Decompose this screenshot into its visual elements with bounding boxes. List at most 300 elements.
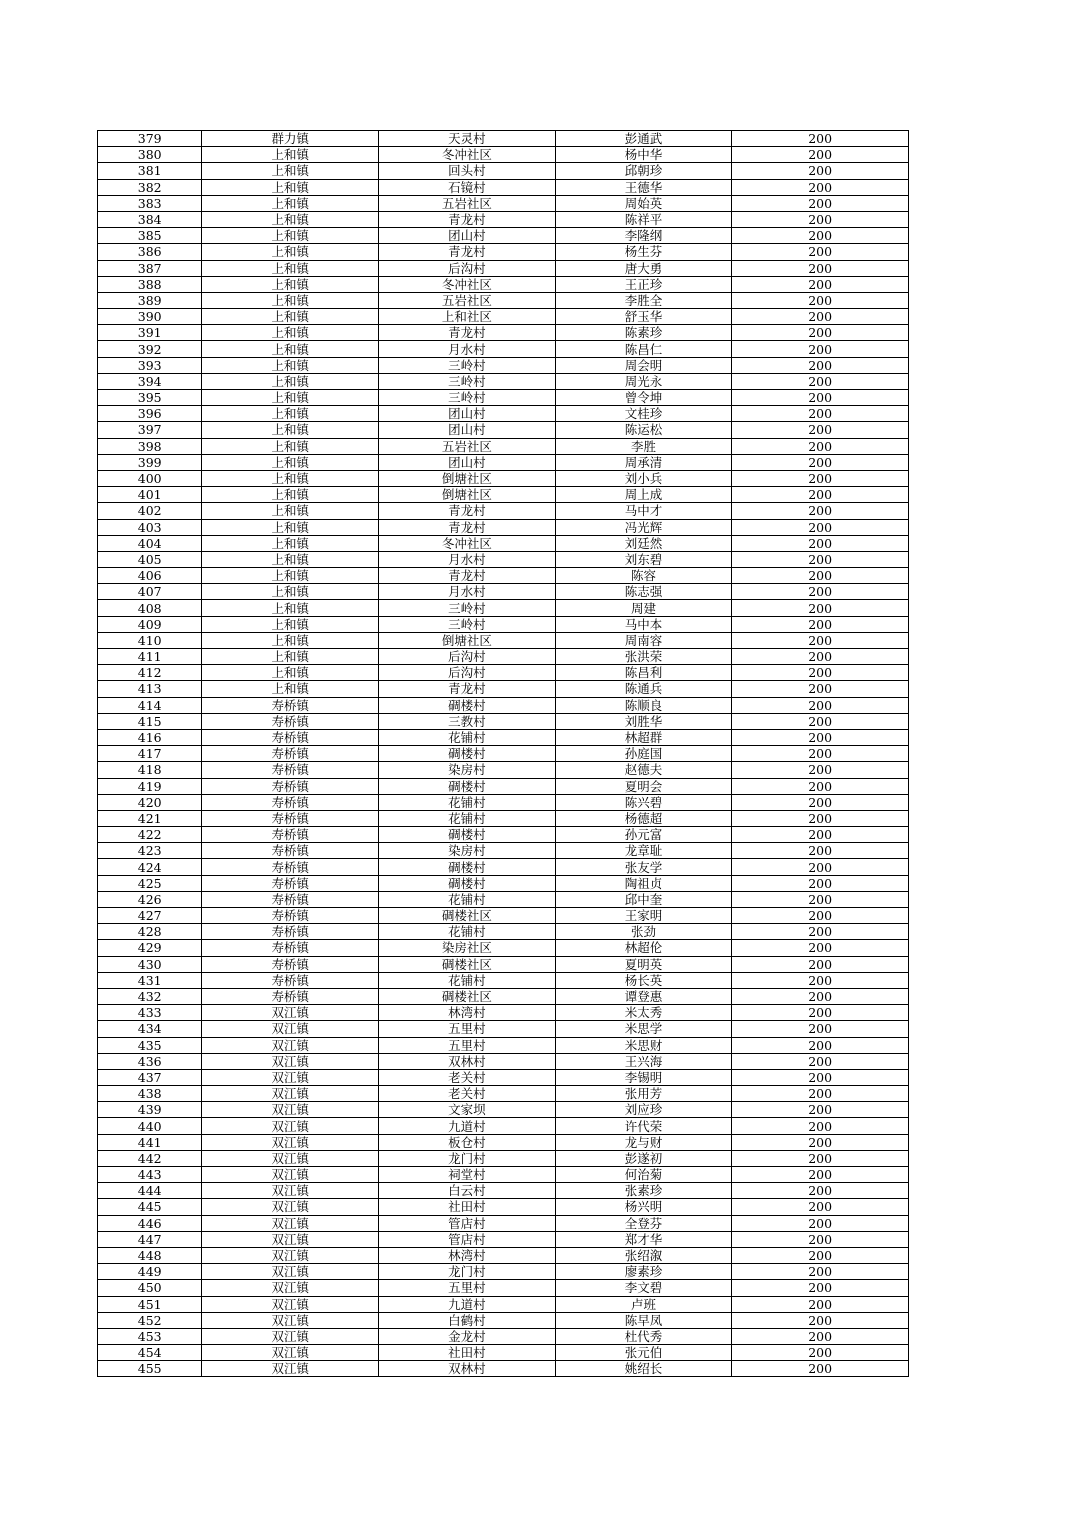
town-cell: 寿桥镇 (202, 875, 379, 891)
amount-cell: 200 (732, 649, 909, 665)
town-cell: 寿桥镇 (202, 956, 379, 972)
person-name-cell: 许代荣 (555, 1118, 732, 1134)
village-cell: 青龙村 (379, 503, 556, 519)
amount-cell: 200 (732, 325, 909, 341)
town-cell: 上和镇 (202, 551, 379, 567)
serial-number-cell: 424 (98, 859, 202, 875)
village-cell: 倒塘社区 (379, 487, 556, 503)
amount-cell: 200 (732, 827, 909, 843)
serial-number-cell: 426 (98, 891, 202, 907)
town-cell: 寿桥镇 (202, 972, 379, 988)
amount-cell: 200 (732, 891, 909, 907)
village-cell: 五岩社区 (379, 292, 556, 308)
town-cell: 上和镇 (202, 681, 379, 697)
town-cell: 寿桥镇 (202, 794, 379, 810)
serial-number-cell: 399 (98, 454, 202, 470)
town-cell: 上和镇 (202, 147, 379, 163)
person-name-cell: 郑才华 (555, 1231, 732, 1247)
person-name-cell: 刘小兵 (555, 470, 732, 486)
village-cell: 上和社区 (379, 309, 556, 325)
person-name-cell: 马中本 (555, 616, 732, 632)
serial-number-cell: 417 (98, 746, 202, 762)
person-name-cell: 夏明会 (555, 778, 732, 794)
amount-cell: 200 (732, 292, 909, 308)
person-name-cell: 周会明 (555, 357, 732, 373)
village-cell: 染房村 (379, 762, 556, 778)
person-name-cell: 陈兴碧 (555, 794, 732, 810)
amount-cell: 200 (732, 535, 909, 551)
serial-number-cell: 413 (98, 681, 202, 697)
amount-cell: 200 (732, 244, 909, 260)
person-name-cell: 彭通武 (555, 131, 732, 147)
serial-number-cell: 389 (98, 292, 202, 308)
serial-number-cell: 455 (98, 1361, 202, 1377)
town-cell: 上和镇 (202, 292, 379, 308)
table-row (98, 1280, 909, 1296)
town-cell: 上和镇 (202, 276, 379, 292)
table-row (98, 1247, 909, 1263)
serial-number-cell: 402 (98, 503, 202, 519)
serial-number-cell: 425 (98, 875, 202, 891)
village-cell: 月水村 (379, 584, 556, 600)
amount-cell: 200 (732, 1005, 909, 1021)
serial-number-cell: 397 (98, 422, 202, 438)
serial-number-cell: 435 (98, 1037, 202, 1053)
amount-cell: 200 (732, 843, 909, 859)
village-cell: 天灵村 (379, 131, 556, 147)
amount-cell: 200 (732, 1199, 909, 1215)
town-cell: 上和镇 (202, 373, 379, 389)
village-cell: 碉楼村 (379, 875, 556, 891)
amount-cell: 200 (732, 131, 909, 147)
serial-number-cell: 442 (98, 1150, 202, 1166)
table-row (98, 1134, 909, 1150)
serial-number-cell: 407 (98, 584, 202, 600)
village-cell: 月水村 (379, 551, 556, 567)
serial-number-cell: 381 (98, 163, 202, 179)
serial-number-cell: 447 (98, 1231, 202, 1247)
serial-number-cell: 395 (98, 390, 202, 406)
town-cell: 上和镇 (202, 632, 379, 648)
table-row (98, 470, 909, 486)
table-row (98, 1069, 909, 1085)
table-row (98, 859, 909, 875)
town-cell: 上和镇 (202, 422, 379, 438)
town-cell: 双江镇 (202, 1134, 379, 1150)
serial-number-cell: 380 (98, 147, 202, 163)
town-cell: 上和镇 (202, 390, 379, 406)
town-cell: 上和镇 (202, 616, 379, 632)
town-cell: 双江镇 (202, 1312, 379, 1328)
amount-cell: 200 (732, 309, 909, 325)
village-cell: 林湾村 (379, 1247, 556, 1263)
village-cell: 后沟村 (379, 260, 556, 276)
town-cell: 双江镇 (202, 1215, 379, 1231)
village-cell: 白鹤村 (379, 1312, 556, 1328)
town-cell: 双江镇 (202, 1345, 379, 1361)
person-name-cell: 李隆纲 (555, 228, 732, 244)
person-name-cell: 李胜全 (555, 292, 732, 308)
village-cell: 冬冲社区 (379, 276, 556, 292)
amount-cell: 200 (732, 1150, 909, 1166)
town-cell: 上和镇 (202, 211, 379, 227)
amount-cell: 200 (732, 422, 909, 438)
person-name-cell: 曾令坤 (555, 390, 732, 406)
amount-cell: 200 (732, 632, 909, 648)
town-cell: 双江镇 (202, 1183, 379, 1199)
table-row (98, 729, 909, 745)
village-cell: 染房社区 (379, 940, 556, 956)
village-cell: 三岭村 (379, 390, 556, 406)
person-name-cell: 周始英 (555, 195, 732, 211)
person-name-cell: 米太秀 (555, 1005, 732, 1021)
table-row (98, 778, 909, 794)
town-cell: 寿桥镇 (202, 924, 379, 940)
village-cell: 石镜村 (379, 179, 556, 195)
person-name-cell: 全登芬 (555, 1215, 732, 1231)
amount-cell: 200 (732, 470, 909, 486)
person-name-cell: 陈早凤 (555, 1312, 732, 1328)
serial-number-cell: 439 (98, 1102, 202, 1118)
serial-number-cell: 396 (98, 406, 202, 422)
town-cell: 寿桥镇 (202, 746, 379, 762)
table-row (98, 1215, 909, 1231)
table-row (98, 422, 909, 438)
serial-number-cell: 433 (98, 1005, 202, 1021)
serial-number-cell: 429 (98, 940, 202, 956)
person-name-cell: 周上成 (555, 487, 732, 503)
serial-number-cell: 387 (98, 260, 202, 276)
village-cell: 五里村 (379, 1037, 556, 1053)
person-name-cell: 张劲 (555, 924, 732, 940)
serial-number-cell: 422 (98, 827, 202, 843)
village-cell: 三岭村 (379, 616, 556, 632)
person-name-cell: 张友学 (555, 859, 732, 875)
village-cell: 三岭村 (379, 600, 556, 616)
table-row (98, 551, 909, 567)
serial-number-cell: 398 (98, 438, 202, 454)
village-cell: 花铺村 (379, 891, 556, 907)
town-cell: 寿桥镇 (202, 697, 379, 713)
amount-cell: 200 (732, 584, 909, 600)
person-name-cell: 赵德夫 (555, 762, 732, 778)
amount-cell: 200 (732, 988, 909, 1004)
amount-cell: 200 (732, 1134, 909, 1150)
amount-cell: 200 (732, 438, 909, 454)
amount-cell: 200 (732, 746, 909, 762)
table-row (98, 1102, 909, 1118)
amount-cell: 200 (732, 1247, 909, 1263)
village-cell: 双林村 (379, 1361, 556, 1377)
table-row (98, 972, 909, 988)
table-body (98, 131, 909, 1377)
amount-cell: 200 (732, 908, 909, 924)
serial-number-cell: 428 (98, 924, 202, 940)
amount-cell: 200 (732, 163, 909, 179)
amount-cell: 200 (732, 228, 909, 244)
amount-cell: 200 (732, 1328, 909, 1344)
village-cell: 花铺村 (379, 794, 556, 810)
amount-cell: 200 (732, 762, 909, 778)
table-row (98, 163, 909, 179)
person-name-cell: 陶祖贞 (555, 875, 732, 891)
data-table (97, 130, 909, 1377)
amount-cell: 200 (732, 341, 909, 357)
amount-cell: 200 (732, 260, 909, 276)
serial-number-cell: 454 (98, 1345, 202, 1361)
person-name-cell: 张元伯 (555, 1345, 732, 1361)
village-cell: 三岭村 (379, 357, 556, 373)
person-name-cell: 陈祥平 (555, 211, 732, 227)
village-cell: 管店村 (379, 1231, 556, 1247)
village-cell: 祠堂村 (379, 1167, 556, 1183)
table-row (98, 810, 909, 826)
village-cell: 碉楼社区 (379, 908, 556, 924)
serial-number-cell: 386 (98, 244, 202, 260)
serial-number-cell: 394 (98, 373, 202, 389)
town-cell: 双江镇 (202, 1361, 379, 1377)
village-cell: 染房村 (379, 843, 556, 859)
table-row (98, 179, 909, 195)
town-cell: 双江镇 (202, 1150, 379, 1166)
table-row (98, 1021, 909, 1037)
amount-cell: 200 (732, 487, 909, 503)
table-row (98, 940, 909, 956)
town-cell: 上和镇 (202, 357, 379, 373)
amount-cell: 200 (732, 600, 909, 616)
town-cell: 上和镇 (202, 341, 379, 357)
person-name-cell: 彭遂初 (555, 1150, 732, 1166)
person-name-cell: 陈容 (555, 568, 732, 584)
table-row (98, 762, 909, 778)
serial-number-cell: 445 (98, 1199, 202, 1215)
table-row (98, 1005, 909, 1021)
serial-number-cell: 441 (98, 1134, 202, 1150)
amount-cell: 200 (732, 195, 909, 211)
serial-number-cell: 384 (98, 211, 202, 227)
village-cell: 五里村 (379, 1280, 556, 1296)
town-cell: 上和镇 (202, 228, 379, 244)
person-name-cell: 杜代秀 (555, 1328, 732, 1344)
table-row (98, 1183, 909, 1199)
serial-number-cell: 385 (98, 228, 202, 244)
amount-cell: 200 (732, 924, 909, 940)
person-name-cell: 孙元富 (555, 827, 732, 843)
serial-number-cell: 419 (98, 778, 202, 794)
serial-number-cell: 415 (98, 713, 202, 729)
village-cell: 倒塘社区 (379, 470, 556, 486)
person-name-cell: 李锡明 (555, 1069, 732, 1085)
amount-cell: 200 (732, 810, 909, 826)
town-cell: 上和镇 (202, 600, 379, 616)
table-row (98, 956, 909, 972)
table-row (98, 600, 909, 616)
village-cell: 双林村 (379, 1053, 556, 1069)
table-row (98, 988, 909, 1004)
table-row (98, 147, 909, 163)
serial-number-cell: 448 (98, 1247, 202, 1263)
amount-cell: 200 (732, 794, 909, 810)
person-name-cell: 周光永 (555, 373, 732, 389)
table-row (98, 195, 909, 211)
table-row (98, 746, 909, 762)
person-name-cell: 陈志强 (555, 584, 732, 600)
town-cell: 双江镇 (202, 1053, 379, 1069)
person-name-cell: 王正珍 (555, 276, 732, 292)
amount-cell: 200 (732, 1021, 909, 1037)
town-cell: 群力镇 (202, 131, 379, 147)
serial-number-cell: 452 (98, 1312, 202, 1328)
table-row (98, 665, 909, 681)
table-row (98, 1231, 909, 1247)
table-row (98, 357, 909, 373)
amount-cell: 200 (732, 1231, 909, 1247)
amount-cell: 200 (732, 665, 909, 681)
village-cell: 碉楼社区 (379, 988, 556, 1004)
serial-number-cell: 388 (98, 276, 202, 292)
table-row (98, 794, 909, 810)
person-name-cell: 王德华 (555, 179, 732, 195)
village-cell: 团山村 (379, 406, 556, 422)
village-cell: 文家坝 (379, 1102, 556, 1118)
serial-number-cell: 443 (98, 1167, 202, 1183)
town-cell: 上和镇 (202, 406, 379, 422)
table-row (98, 681, 909, 697)
village-cell: 九道村 (379, 1118, 556, 1134)
person-name-cell: 龙与财 (555, 1134, 732, 1150)
town-cell: 上和镇 (202, 438, 379, 454)
amount-cell: 200 (732, 859, 909, 875)
serial-number-cell: 410 (98, 632, 202, 648)
town-cell: 寿桥镇 (202, 713, 379, 729)
town-cell: 上和镇 (202, 665, 379, 681)
person-name-cell: 谭登惠 (555, 988, 732, 1004)
village-cell: 碉楼村 (379, 778, 556, 794)
person-name-cell: 邱中奎 (555, 891, 732, 907)
town-cell: 上和镇 (202, 309, 379, 325)
table-row (98, 1328, 909, 1344)
table-row (98, 292, 909, 308)
town-cell: 上和镇 (202, 487, 379, 503)
table-row (98, 632, 909, 648)
person-name-cell: 陈昌仁 (555, 341, 732, 357)
town-cell: 上和镇 (202, 260, 379, 276)
village-cell: 团山村 (379, 454, 556, 470)
serial-number-cell: 390 (98, 309, 202, 325)
village-cell: 青龙村 (379, 211, 556, 227)
town-cell: 双江镇 (202, 1037, 379, 1053)
person-name-cell: 马中才 (555, 503, 732, 519)
amount-cell: 200 (732, 503, 909, 519)
table-row (98, 325, 909, 341)
table-row (98, 568, 909, 584)
town-cell: 双江镇 (202, 1167, 379, 1183)
village-cell: 碉楼村 (379, 827, 556, 843)
town-cell: 双江镇 (202, 1280, 379, 1296)
person-name-cell: 张用芳 (555, 1086, 732, 1102)
table-row (98, 131, 909, 147)
table-row (98, 1167, 909, 1183)
amount-cell: 200 (732, 357, 909, 373)
town-cell: 寿桥镇 (202, 988, 379, 1004)
town-cell: 上和镇 (202, 244, 379, 260)
table-row (98, 616, 909, 632)
amount-cell: 200 (732, 211, 909, 227)
table-row (98, 438, 909, 454)
person-name-cell: 陈通兵 (555, 681, 732, 697)
village-cell: 青龙村 (379, 681, 556, 697)
serial-number-cell: 408 (98, 600, 202, 616)
serial-number-cell: 450 (98, 1280, 202, 1296)
town-cell: 寿桥镇 (202, 729, 379, 745)
amount-cell: 200 (732, 729, 909, 745)
town-cell: 上和镇 (202, 454, 379, 470)
serial-number-cell: 400 (98, 470, 202, 486)
village-cell: 花铺村 (379, 924, 556, 940)
amount-cell: 200 (732, 1183, 909, 1199)
table-row (98, 260, 909, 276)
serial-number-cell: 421 (98, 810, 202, 826)
person-name-cell: 陈顺良 (555, 697, 732, 713)
table-row (98, 244, 909, 260)
person-name-cell: 周南容 (555, 632, 732, 648)
town-cell: 上和镇 (202, 325, 379, 341)
village-cell: 后沟村 (379, 665, 556, 681)
village-cell: 老关村 (379, 1086, 556, 1102)
town-cell: 寿桥镇 (202, 908, 379, 924)
serial-number-cell: 409 (98, 616, 202, 632)
person-name-cell: 龙章耻 (555, 843, 732, 859)
serial-number-cell: 436 (98, 1053, 202, 1069)
person-name-cell: 米思财 (555, 1037, 732, 1053)
person-name-cell: 张洪荣 (555, 649, 732, 665)
amount-cell: 200 (732, 1280, 909, 1296)
town-cell: 上和镇 (202, 179, 379, 195)
serial-number-cell: 401 (98, 487, 202, 503)
amount-cell: 200 (732, 1037, 909, 1053)
amount-cell: 200 (732, 697, 909, 713)
serial-number-cell: 391 (98, 325, 202, 341)
village-cell: 社田村 (379, 1199, 556, 1215)
table-row (98, 1264, 909, 1280)
table-row (98, 827, 909, 843)
amount-cell: 200 (732, 1102, 909, 1118)
village-cell: 五岩社区 (379, 438, 556, 454)
amount-cell: 200 (732, 1167, 909, 1183)
village-cell: 龙门村 (379, 1150, 556, 1166)
village-cell: 花铺村 (379, 972, 556, 988)
serial-number-cell: 382 (98, 179, 202, 195)
table-row (98, 1053, 909, 1069)
serial-number-cell: 416 (98, 729, 202, 745)
village-cell: 倒塘社区 (379, 632, 556, 648)
serial-number-cell: 383 (98, 195, 202, 211)
table-row (98, 373, 909, 389)
amount-cell: 200 (732, 1312, 909, 1328)
table-row (98, 487, 909, 503)
serial-number-cell: 427 (98, 908, 202, 924)
table-row (98, 1086, 909, 1102)
amount-cell: 200 (732, 1086, 909, 1102)
serial-number-cell: 392 (98, 341, 202, 357)
town-cell: 上和镇 (202, 503, 379, 519)
village-cell: 社田村 (379, 1345, 556, 1361)
village-cell: 白云村 (379, 1183, 556, 1199)
town-cell: 寿桥镇 (202, 778, 379, 794)
amount-cell: 200 (732, 276, 909, 292)
town-cell: 双江镇 (202, 1247, 379, 1263)
village-cell: 碉楼村 (379, 746, 556, 762)
